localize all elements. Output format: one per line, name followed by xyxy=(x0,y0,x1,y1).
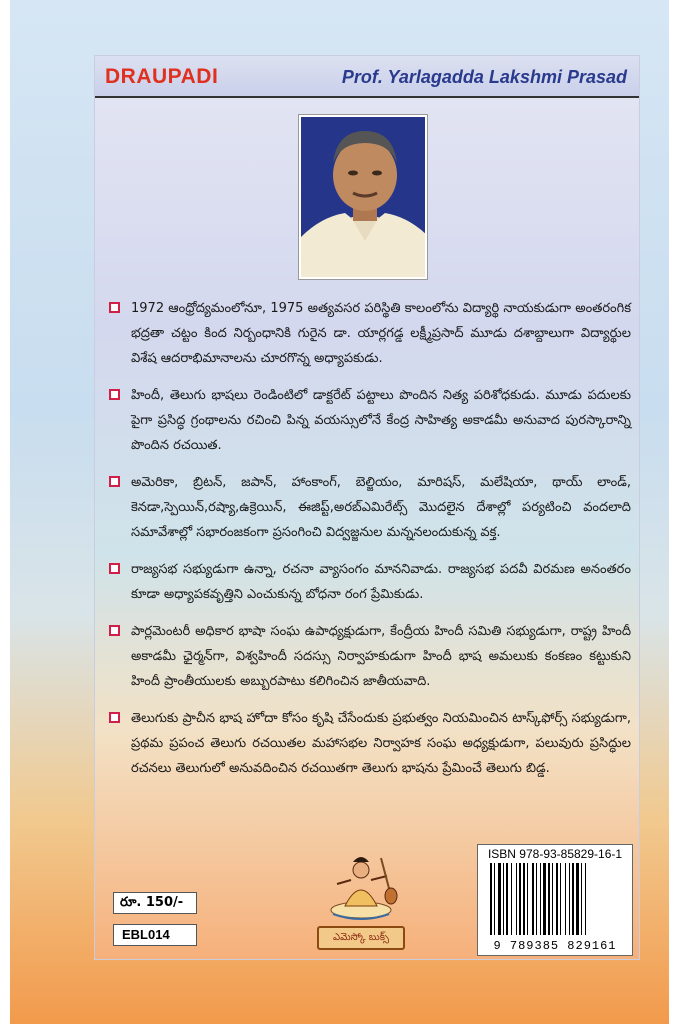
publisher-label: ఎమెస్కో బుక్స్ xyxy=(317,926,405,950)
author-name: Prof. Yarlagadda Lakshmi Prasad xyxy=(341,67,627,87)
bullet-square-icon xyxy=(109,389,120,400)
list-item xyxy=(107,383,631,458)
barcode-icon xyxy=(490,863,622,935)
list-item xyxy=(107,619,631,694)
bullet-square-icon xyxy=(109,712,120,723)
isbn-number: ISBN 978-93-85829-16-1 xyxy=(487,847,623,861)
bullet-text: తెలుగుకు ప్రాచీన భాష హోదా కోసం కృషి చేసేందుకు ప్రభుత్వం నియమించిన టాస్క్‌ఫోర్స్ సభ్యుడుగా, ప్రథమ ప్రపంచ తెలుగు రచయితల మహాసభల నిర్వాహక సంఘ అధ్యక్షుడుగా, పలువురు ప్రసిద్ధుల రచనలు తెలుగులో అనువదించిన రచయితగా తెలుగు భాషను ప్రేమించే తెలుగు బిడ్డ. xyxy=(131,711,631,776)
bullet-square-icon xyxy=(109,302,120,313)
bullet-text: పార్లమెంటరీ అధికార భాషా సంఘ ఉపాధ్యక్షుడుగా, కేంద్రీయ హిందీ సమితి సభ్యుడుగా, రాష్ట్ర హిందీ అకాడమీ ఛైర్మన్‌గా, విశ్వహిందీ సదస్సు నిర్వాహకుడుగా హిందీ భాష అమలుకు కంకణం కట్టుకుని హిందీ ప్రాంతీయులకు అబ్బురపాటు కలిగించిన జాతీయవాది. xyxy=(131,624,631,689)
price-label: రూ. 150/- xyxy=(113,892,197,914)
bullet-text: రాజ్యసభ సభ్యుడుగా ఉన్నా, రచనా వ్యాసంగం మాననివాడు. రాజ్యసభ పదవీ విరమణ అనంతరం కూడా అధ్యాపకవృత్తిని ఎంచుకున్న బోధనా రంగ ప్రేమికుడు. xyxy=(131,562,631,602)
bullet-square-icon xyxy=(109,625,120,636)
bullet-text: అమెరికా, బ్రిటన్, జపాన్, హాంకాంగ్, బెల్జియం, మారిషస్, మలేషియా, థాయ్ లాండ్, కెనడా,స్పెయిన్,రష్యా,ఉక్రెయిన్, ఈజిప్ట్,అరబ్ఎమిరేట్స్ మొదలైన దేశాల్లో పర్యటించి వందలాది సమావేశాల్లో సభారంజకంగా ప్రసంగించి విద్వజ్జనుల మన్ననలందుకున్న వక్త. xyxy=(131,475,631,540)
list-item xyxy=(107,296,631,371)
author-portrait-icon xyxy=(299,115,427,279)
isbn-barcode-block xyxy=(477,844,633,956)
bullet-square-icon xyxy=(109,563,120,574)
header-bar xyxy=(95,56,639,98)
book-title: DRAUPADI xyxy=(105,65,219,88)
biography-list xyxy=(107,296,631,793)
content-panel xyxy=(94,55,640,960)
list-item xyxy=(107,706,631,781)
barcode-digits: 9 789385 829161 xyxy=(493,939,617,953)
back-cover xyxy=(10,0,669,1024)
list-item xyxy=(107,557,631,607)
bullet-square-icon xyxy=(109,476,120,487)
book-code: EBL014 xyxy=(113,924,197,946)
bullet-text: హిందీ, తెలుగు భాషలు రెండింటిలో డాక్టరేట్ పట్టాలు పొందిన నిత్య పరిశోధకుడు. మూడు పదులకు పైగా ప్రసిద్ధ గ్రంథాలను రచించి పిన్న వయస్సులోనే కేంద్ర సాహిత్య అకాడమీ అనువాద పురస్కారాన్ని పొందిన రచయిత. xyxy=(131,388,631,453)
list-item xyxy=(107,470,631,545)
bullet-text: 1972 ఆంధ్రోద్యమంలోనూ, 1975 అత్యవసర పరిస్థితి కాలంలోను విద్యార్థి నాయకుడుగా అంతరంగిక భద్రతా చట్టం కింద నిర్బంధానికి గురైన డా. యార్లగడ్డ లక్ష్మీప్రసాద్ మూడు దశాబ్దాలుగా విద్యార్థుల విశేష ఆదరాభిమానాలను చూరగొన్న అధ్యాపకుడు. xyxy=(131,301,631,366)
